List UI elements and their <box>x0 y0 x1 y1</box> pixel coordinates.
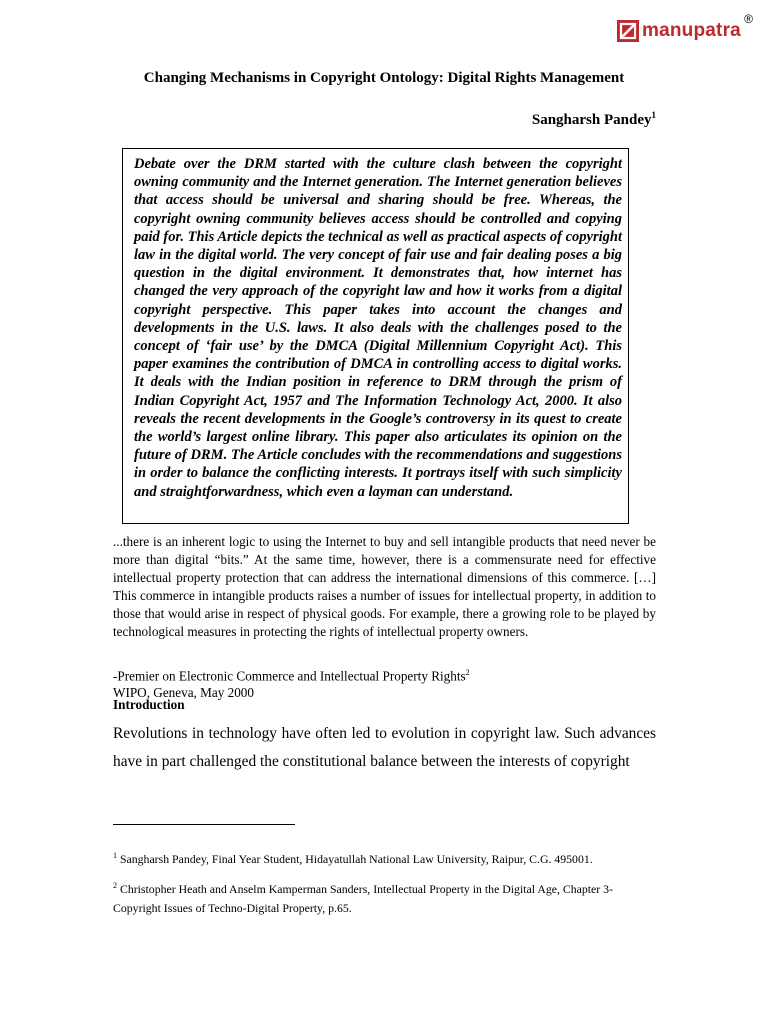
author <box>532 110 656 129</box>
source-line-1: -Premier on Electronic Commerce and Intellectual Property Rights <box>113 668 466 684</box>
logo-text: manupatra <box>642 20 741 41</box>
abstract-box: Debate over the DRM started with the culture clash between the copyright owning community and the Internet generation. The Internet generation believes that access should be universal and sharing should be free. Whereas, the copyright owning community believes access should be controlled and copying paid for. This Article depicts the technical as well as practical aspects of copyright law in the digital world. The very concept of fair use and fair dealing poses a big question in the digital environment. It demonstrates that, how internet has changed the very approach of the copyright law and how it works from a digital copyright perspective. This paper takes into account the changes and developments in the U.S. laws. It also deals with the challenges posed to the concept of ‘fair use’ by the DMCA (Digital Millennium Copyright Act). This paper examines the contribution of DMCA in controlling access to digital works. It deals with the Indian position in reference to DRM through the prism of Indian Copyright Act, 1957 and The Information Technology Act, 2000. It also reveals the recent developments in the Google’s controversy in its quest to create the world’s largest online library. This paper also articulates its opinion on the future of DRM. The Article concludes with the recommendations and suggestions in order to balance the conflicting interests. It portrays itself with such simplicity and straightforwardness, which even a layman can understand. <box>122 148 629 524</box>
body-paragraph: Revolutions in technology have often led to evolution in copyright law. Such advances have in part challenged the constitutional balance between the interests of copyright <box>113 725 656 770</box>
manupatra-logo-icon <box>617 20 639 42</box>
author-footnote-ref: 1 <box>651 110 656 120</box>
source-footnote-ref: 2 <box>465 668 470 677</box>
footnote-1-text: Sangharsh Pandey, Final Year Student, Hidayatullah National Law University, Raipur, C.G. 495001. <box>117 851 593 866</box>
footnote-1-mark: 1 <box>113 851 117 860</box>
footnote-2-mark: 2 <box>113 881 117 890</box>
footnote-1 <box>113 848 656 867</box>
footnote-divider <box>113 824 295 825</box>
epigraph-quote: ...there is an inherent logic to using the Internet to buy and sell intangible products that need never be more than digital “bits.” At the same time, however, there is a commensurate need for effective intellectual property protection that can address the international dimensions of this commerce. […] This commerce in intangible products raises a number of issues for intellectual property, in addition to those that would arise in respect of physical goods. For example, there a growing role to be played by technological measures in protecting the rights of intellectual property owners. <box>113 534 656 639</box>
manupatra-logo <box>617 12 753 42</box>
section-heading: Introduction <box>113 697 185 712</box>
footnote-2-text: Christopher Heath and Anselm Kamperman Sanders, Intellectual Property in the Digital Age, Chapter 3- Copyright Issues of Techno-Digital Property, p.65. <box>113 881 613 915</box>
document-title: Changing Mechanisms in Copyright Ontology: Digital Rights Management <box>143 70 625 86</box>
author-name: Sangharsh Pandey <box>531 112 652 128</box>
quote-source <box>113 664 656 701</box>
footnote-2 <box>113 876 656 918</box>
registered-mark: ® <box>744 12 753 26</box>
source-line-2: WIPO, Geneva, May 2000 <box>113 685 254 701</box>
